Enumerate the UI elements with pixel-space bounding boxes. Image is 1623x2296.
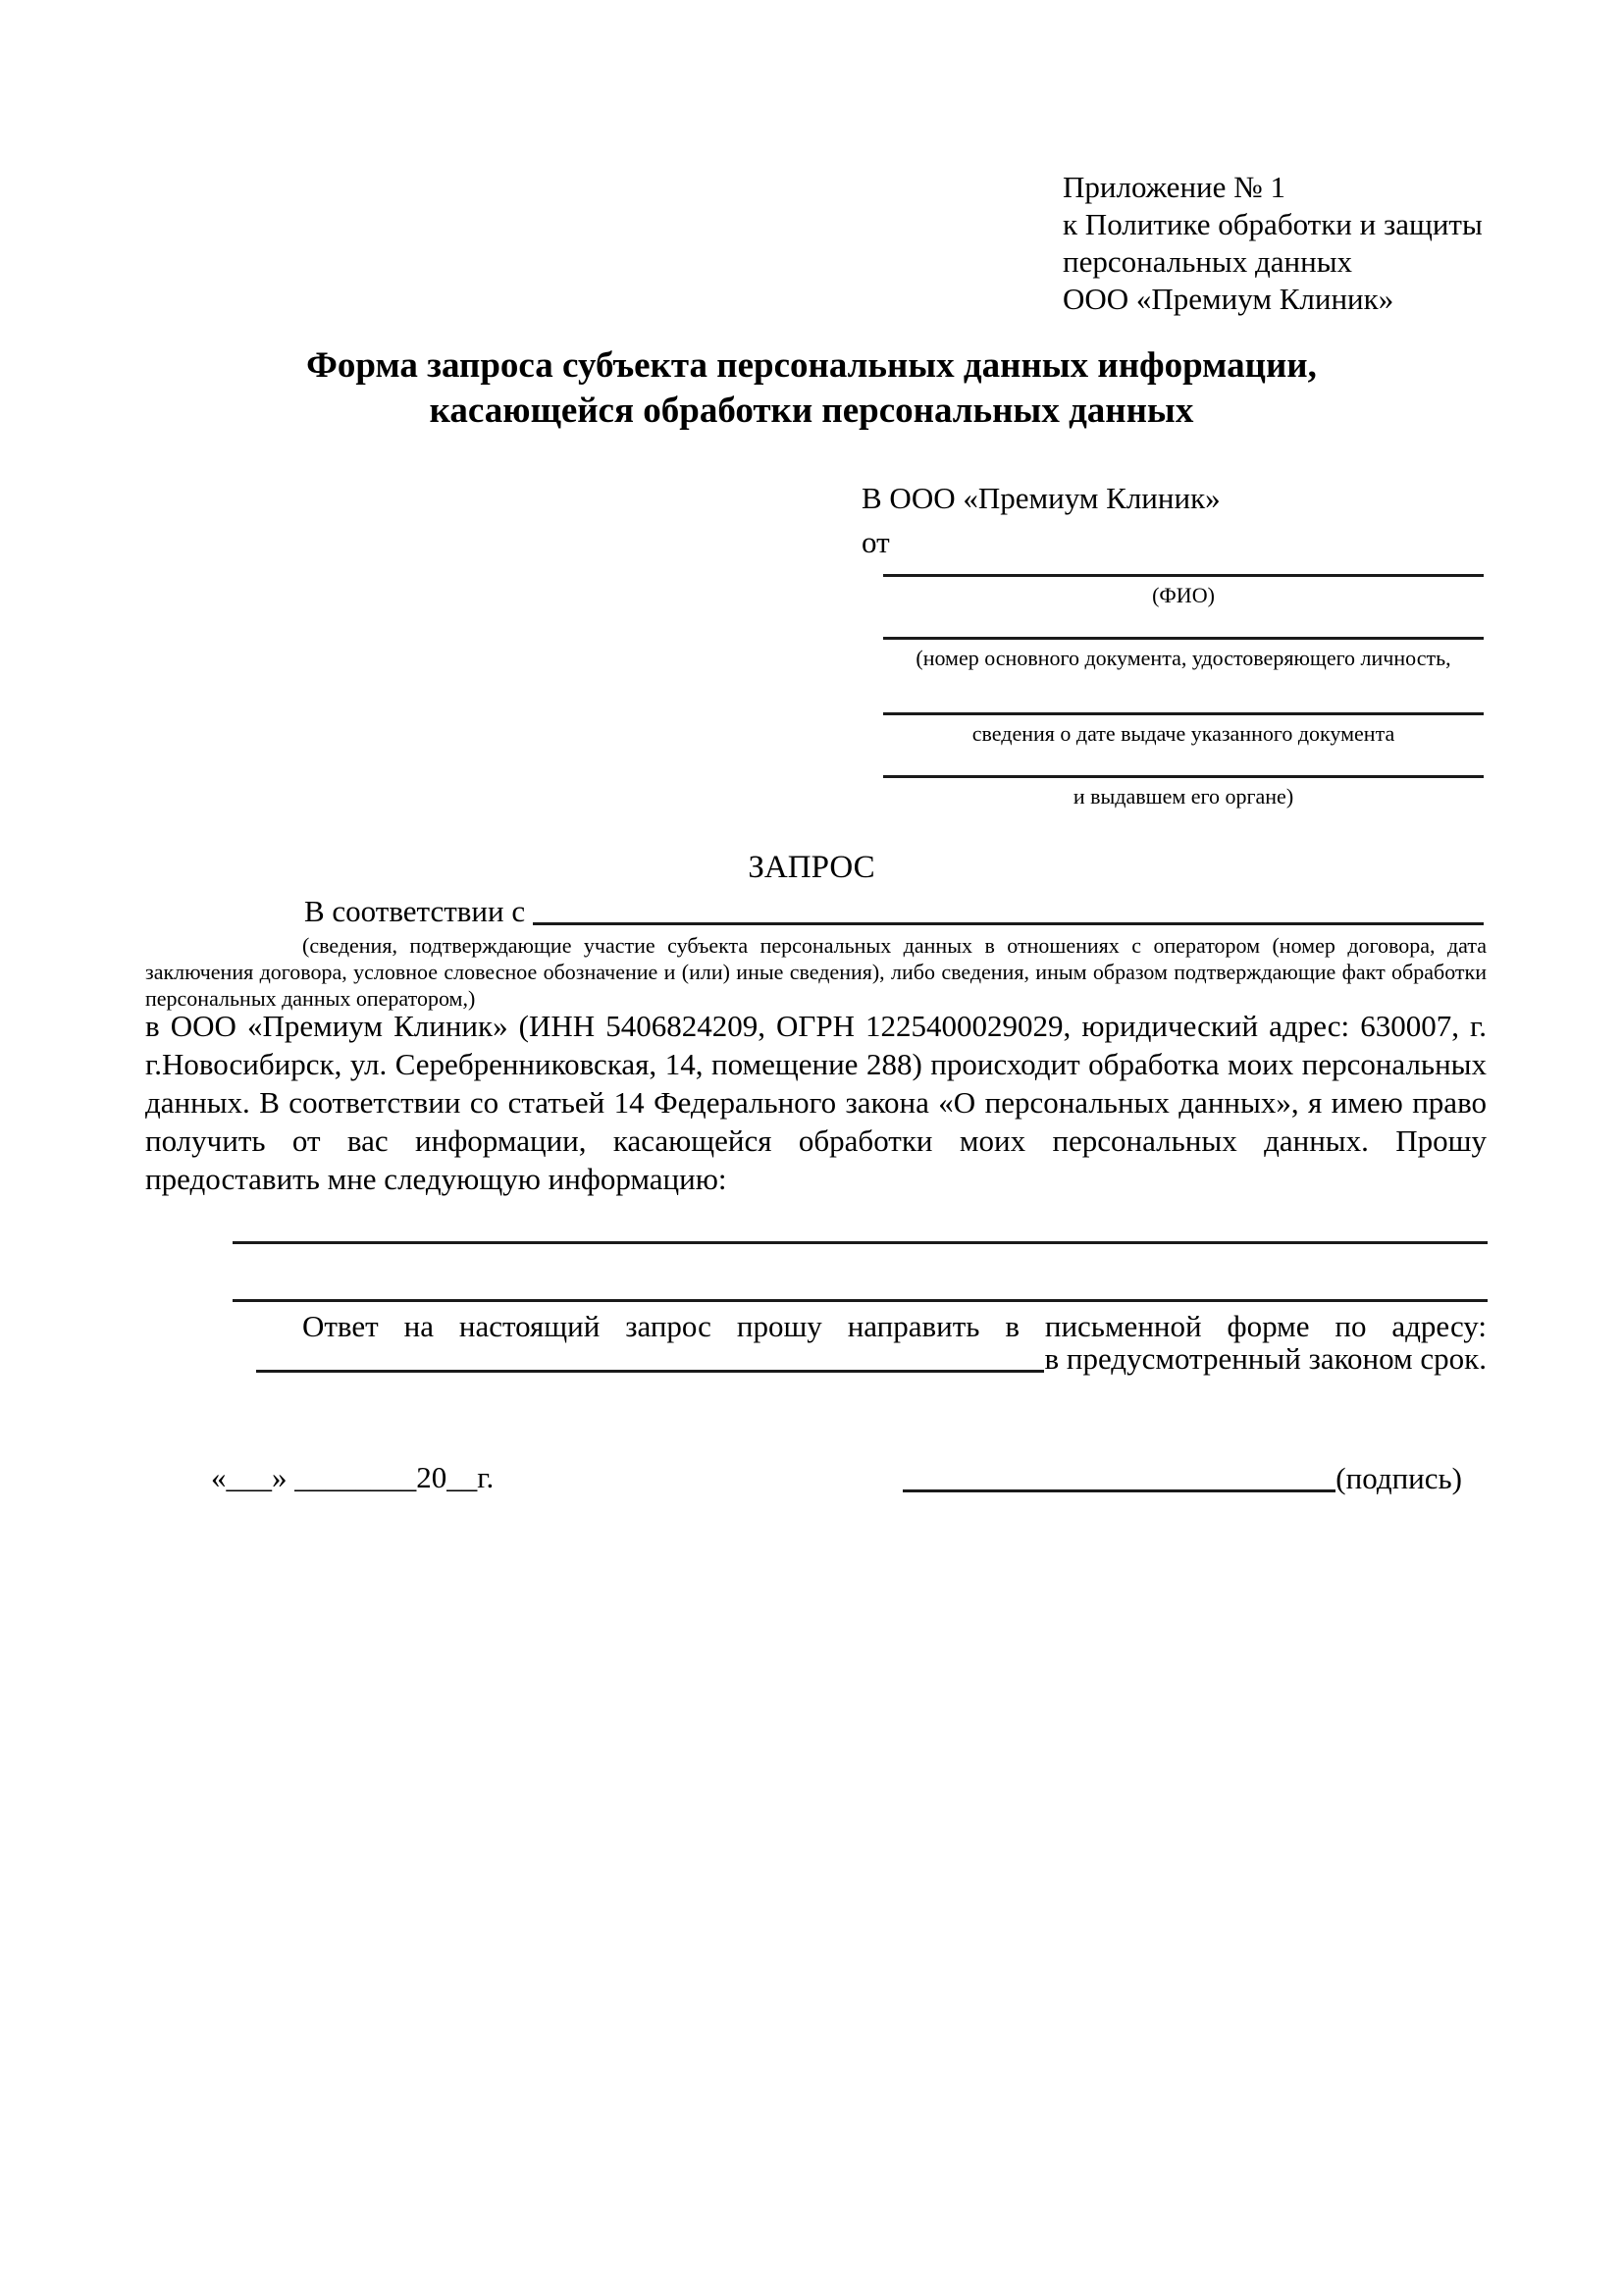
fio-caption: (ФИО) <box>1152 583 1215 607</box>
signature-caption: (подпись) <box>1335 1461 1462 1495</box>
page-title <box>0 343 1623 434</box>
fio-blank-line <box>883 574 1484 577</box>
document-number-caption: (номер основного документа, удостоверяющего личность, <box>916 646 1451 670</box>
information-blank-line-2 <box>233 1299 1488 1302</box>
appendix-header <box>1063 169 1483 318</box>
signature-blank-line <box>903 1489 1335 1492</box>
appendix-header-line: к Политике обработки и защиты <box>1063 207 1483 241</box>
recipient-organization: В ООО «Премиум Клиник» <box>862 481 1221 515</box>
signature-row <box>903 1458 1462 1497</box>
address-blank-line <box>256 1370 1044 1373</box>
appendix-header-line: персональных данных <box>1063 244 1353 279</box>
appendix-header-line: ООО «Премиум Клиник» <box>1063 282 1394 316</box>
page-title-line2: касающейся обработки персональных данных <box>429 391 1194 431</box>
date-blank: «___» ________20__г. <box>211 1460 495 1494</box>
address-row <box>256 1338 1487 1378</box>
issuing-authority-caption: и выдавшем его органе) <box>1073 784 1294 809</box>
from-label: от <box>862 525 890 559</box>
issuing-authority-blank-line <box>883 775 1484 778</box>
information-blank-line-1 <box>233 1241 1488 1244</box>
accordance-blank-line <box>533 922 1484 925</box>
request-body-paragraph: в ООО «Премиум Клиник» (ИНН 5406824209, ОГРН 1225400029029, юридический адрес: 630007, г. г.Новосибирск, ул. Серебренниковская, 14, помещение 288) происходит обработка моих персональных данных. В соответствии со статьей 14 Федерального закона «О персональных данных», я имею право получить от вас информации, касающейся обработки моих персональных данных. Прошу предоставить мне следующую информацию: <box>145 1009 1487 1196</box>
accordance-row <box>304 891 1484 930</box>
issue-date-caption: сведения о дате выдаче указанного документа <box>971 721 1395 746</box>
request-heading: ЗАПРОС <box>748 850 875 885</box>
fine-print-clause: (сведения, подтверждающие участие субъекта персональных данных в отношениях с оператором (номер договора, дата заключения договора, условное словесное обозначение и (или) иные сведения), либо сведения, иным образом подтверждающие факт обработки персональных данных оператором,) <box>145 933 1487 1011</box>
appendix-header-line: Приложение № 1 <box>1063 170 1285 204</box>
reply-instruction: Ответ на настоящий запрос прошу направить в письменной форме по адресу: <box>302 1309 1487 1343</box>
reply-suffix: в предусмотренный законом срок. <box>1044 1341 1487 1376</box>
document-number-blank-line <box>883 637 1484 640</box>
issue-date-blank-line <box>883 712 1484 715</box>
accordance-label: В соответствии с <box>304 894 526 928</box>
page-title-line1: Форма запроса субъекта персональных данных информации, <box>306 345 1317 386</box>
